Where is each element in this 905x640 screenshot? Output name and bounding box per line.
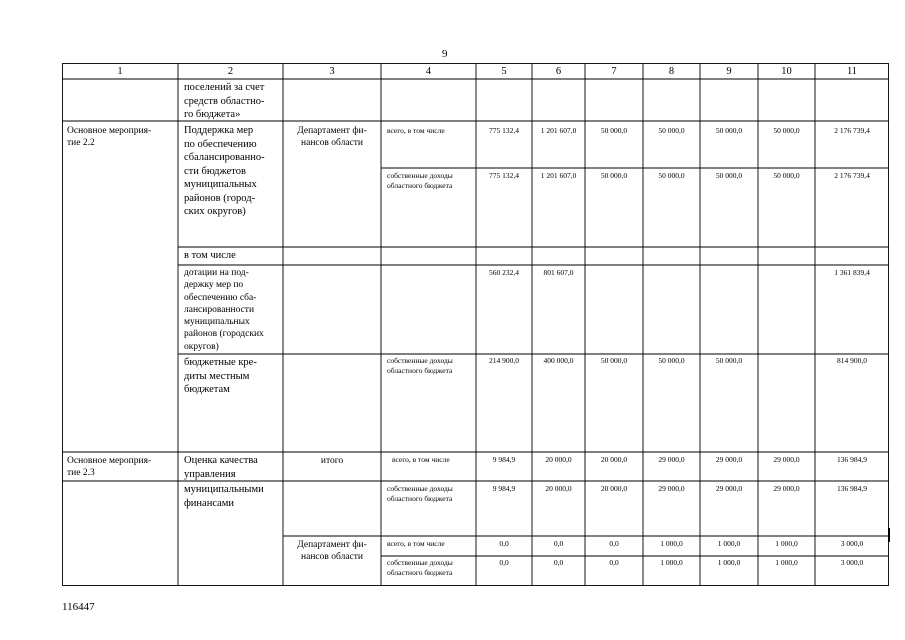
cell-value: 50 000,0 — [715, 171, 743, 180]
cell-description: бюджетные кре- диты местным бюджетам — [184, 357, 257, 395]
cell-funding-source: собственные доходы областного бюджета — [387, 558, 453, 577]
cell-value: 0,0 — [553, 539, 564, 548]
cell-value: 136 984,9 — [837, 455, 867, 464]
cell-value: 50 000,0 — [600, 171, 628, 180]
cell-measure: Основное мероприя- тие 2.3 — [67, 456, 152, 478]
cell-value: 50 000,0 — [658, 171, 685, 180]
cell-value: 1 000,0 — [717, 539, 741, 548]
cell-funding-source: собственные доходы областного бюджета — [387, 484, 453, 503]
cell-value: 50 000,0 — [600, 126, 628, 135]
cell-value: 29 000,0 — [658, 484, 685, 493]
cell-value: 29 000,0 — [773, 455, 800, 464]
cell-funding-source: собственные доходы областного бюджета — [387, 171, 453, 190]
cell-value: 1 000,0 — [775, 558, 798, 567]
cell-description: поселений за счет средств областно- го бюджета» — [184, 82, 265, 120]
cell-value: 50 000,0 — [773, 126, 800, 135]
header-cell: 6 — [555, 66, 562, 77]
cell-value: 214 900,0 — [489, 356, 519, 365]
cell-value: 50 000,0 — [715, 126, 743, 135]
cell-measure: Основное мероприя- тие 2.2 — [67, 126, 152, 148]
cell-executor: Департамент фи- нансов области — [297, 126, 367, 148]
cell-value: 801 607,0 — [543, 268, 574, 277]
header-cell: 8 — [668, 66, 675, 77]
budget-table — [62, 63, 889, 586]
cell-value: 814 900,0 — [837, 356, 867, 365]
cell-executor: итого — [320, 456, 344, 466]
cell-value: 0,0 — [609, 558, 619, 567]
cell-funding-source: всего, в том числе — [392, 455, 450, 464]
header-cell: 4 — [425, 66, 432, 77]
cell-value: 560 232,4 — [489, 268, 519, 277]
cell-value: 400 000,0 — [543, 356, 574, 365]
cell-description: в том числе — [184, 250, 236, 261]
cell-value: 775 132,4 — [489, 171, 519, 180]
cell-value: 29 000,0 — [773, 484, 800, 493]
cell-value: 9 984,9 — [492, 484, 516, 493]
cell-value: 1 000,0 — [775, 539, 798, 548]
header-cell: 3 — [329, 66, 335, 77]
cell-value: 0,0 — [499, 539, 509, 548]
cell-value: 50 000,0 — [600, 356, 628, 365]
cell-value: 1 361 839,4 — [834, 268, 870, 277]
header-cell: 5 — [501, 66, 507, 77]
cell-value: 1 000,0 — [717, 558, 741, 567]
cell-value: 136 984,9 — [837, 484, 867, 493]
cell-value: 50 000,0 — [658, 356, 685, 365]
header-cell: 2 — [227, 66, 234, 77]
cell-funding-source: всего, в том числе — [387, 539, 445, 548]
header-cell: 9 — [726, 66, 732, 77]
cell-executor: Департамент фи- нансов области — [297, 540, 367, 562]
cell-funding-source: собственные доходы областного бюджета — [387, 356, 453, 375]
cell-value: 50 000,0 — [773, 171, 800, 180]
cell-value: 2 176 739,4 — [834, 126, 870, 135]
scan-mark — [888, 528, 890, 542]
cell-value: 20 000,0 — [545, 455, 572, 464]
document-code: 116447 — [62, 601, 95, 613]
cell-value: 20 000,0 — [545, 484, 572, 493]
cell-value: 775 132,4 — [489, 126, 519, 135]
cell-value: 1 000,0 — [660, 558, 683, 567]
cell-description: Поддержка мер по обеспечению сбалансированно- сти бюджетов муниципальных районов (город- ских округов) — [184, 125, 265, 217]
cell-value: 29 000,0 — [715, 455, 743, 464]
cell-value: 29 000,0 — [658, 455, 685, 464]
cell-value: 0,0 — [499, 558, 509, 567]
cell-value: 29 000,0 — [715, 484, 743, 493]
cell-description: дотации на под- держку мер по обеспечению сба- лансированности муниципальных районов (городских округов) — [184, 268, 264, 352]
cell-value: 20 000,0 — [600, 484, 628, 493]
header-cell: 1 — [117, 66, 123, 77]
page-number: 9 — [442, 48, 448, 60]
cell-value: 0,0 — [609, 539, 619, 548]
cell-value: 0,0 — [553, 558, 564, 567]
cell-value: 1 201 607,0 — [540, 126, 577, 135]
header-cell: 10 — [781, 66, 792, 77]
cell-value: 9 984,9 — [492, 455, 516, 464]
header-cell: 11 — [846, 66, 858, 77]
cell-value: 50 000,0 — [715, 356, 743, 365]
cell-value: 1 000,0 — [660, 539, 683, 548]
cell-value: 3 000,0 — [840, 539, 864, 548]
cell-value: 1 201 607,0 — [540, 171, 577, 180]
cell-value: 2 176 739,4 — [834, 171, 870, 180]
cell-funding-source: всего, в том числе — [387, 126, 445, 135]
cell-value: 50 000,0 — [658, 126, 685, 135]
cell-description: Оценка качества управления — [184, 455, 258, 480]
cell-value: 20 000,0 — [600, 455, 628, 464]
cell-description: муниципальными финансами — [184, 484, 264, 509]
header-cell: 7 — [611, 66, 617, 77]
cell-value: 3 000,0 — [840, 558, 864, 567]
